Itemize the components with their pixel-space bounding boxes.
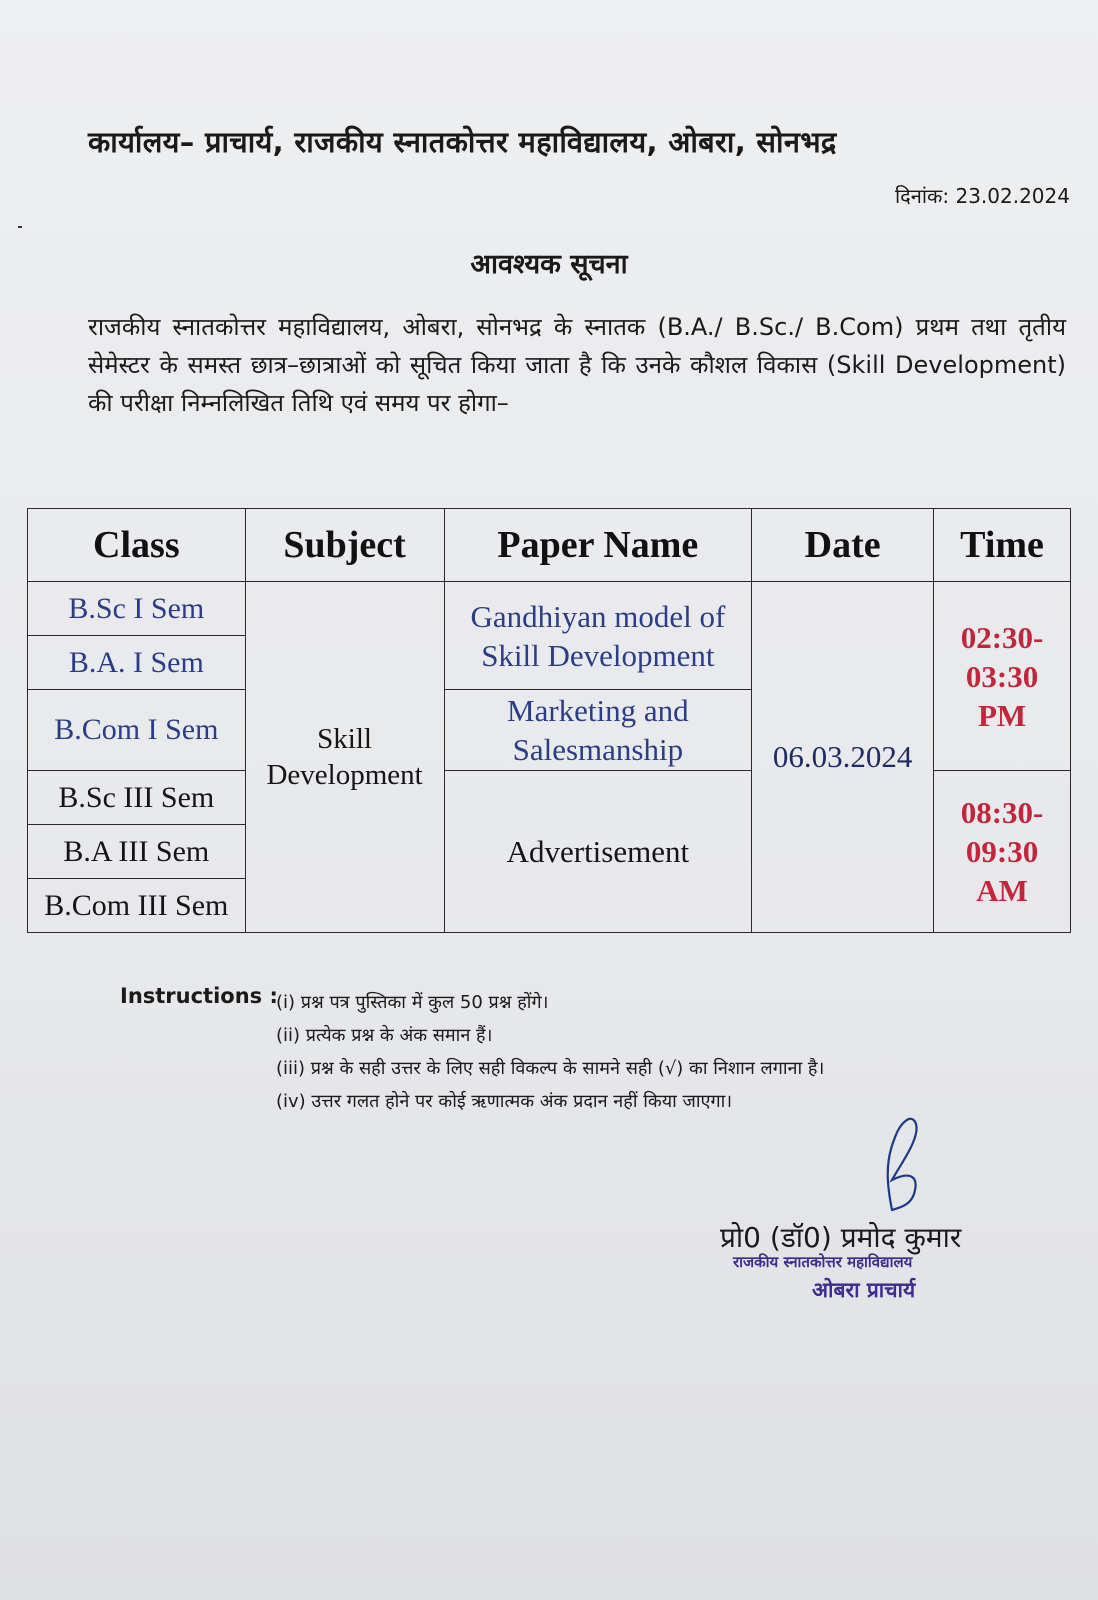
instructions-label: Instructions : [120, 984, 278, 1008]
handwritten-signature [862, 1110, 952, 1220]
stamp-text-college: राजकीय स्नातकोत्तर महाविद्यालय [733, 1253, 913, 1271]
time-cell-am: 08:30- 09:30 AM [934, 771, 1071, 933]
time-cell-pm: 02:30- 03:30 PM [934, 582, 1071, 771]
class-cell: B.A III Sem [28, 825, 246, 879]
class-cell: B.Com I Sem [28, 690, 246, 771]
notice-date: दिनांक: 23.02.2024 [894, 184, 1070, 208]
subject-cell: Skill Development [245, 582, 444, 933]
signatory-name: प्रो0 (डॉ0) प्रमोद कुमार [720, 1221, 962, 1254]
class-cell: B.Sc I Sem [28, 582, 246, 636]
instructions-list [276, 986, 1056, 1118]
table-row [28, 582, 1071, 636]
header-time: Time [934, 509, 1071, 582]
header-date: Date [752, 509, 934, 582]
stamp-text-principal: ओबरा प्राचार्य [812, 1278, 916, 1302]
scan-mark [18, 226, 22, 228]
paper-cell: Advertisement [444, 771, 752, 933]
header-class: Class [28, 509, 246, 582]
exam-schedule-table [27, 508, 1071, 933]
notice-heading: आवश्यक सूचना [470, 249, 628, 280]
class-cell: B.Sc III Sem [28, 771, 246, 825]
instruction-item: (iii) प्रश्न के सही उत्तर के लिए सही विकल्प के सामने सही (√) का निशान लगाना है। [276, 1058, 825, 1079]
header-paper-name: Paper Name [444, 509, 752, 582]
paper-cell: Marketing and Salesmanship [444, 690, 752, 771]
class-cell: B.Com III Sem [28, 879, 246, 933]
instruction-item: (i) प्रश्न पत्र पुस्तिका में कुल 50 प्रश्न होंगे। [276, 992, 549, 1013]
header-subject: Subject [245, 509, 444, 582]
office-title: कार्यालय– प्राचार्य, राजकीय स्नातकोत्तर महाविद्यालय, ओबरा, सोनभद्र [88, 125, 837, 159]
instruction-item: (iv) उत्तर गलत होने पर कोई ऋणात्मक अंक प्रदान नहीं किया जाएगा। [276, 1091, 733, 1112]
table-header-row [28, 509, 1071, 582]
instruction-item: (ii) प्रत्येक प्रश्न के अंक समान हैं। [276, 1025, 493, 1046]
date-cell: 06.03.2024 [752, 582, 934, 933]
notice-body: राजकीय स्नातकोत्तर महाविद्यालय, ओबरा, सोनभद्र के स्नातक (B.A./ B.Sc./ B.Com) प्रथम तथा तृतीय सेमेस्टर के समस्त छात्र–छात्राओं को सूचित किया जाता है कि उनके कौशल विकास (Skill Development) की परीक्षा निम्नलिखित तिथि एवं समय पर होगा– [88, 313, 1066, 417]
paper-cell: Gandhiyan model of Skill Development [444, 582, 752, 690]
class-cell: B.A. I Sem [28, 636, 246, 690]
